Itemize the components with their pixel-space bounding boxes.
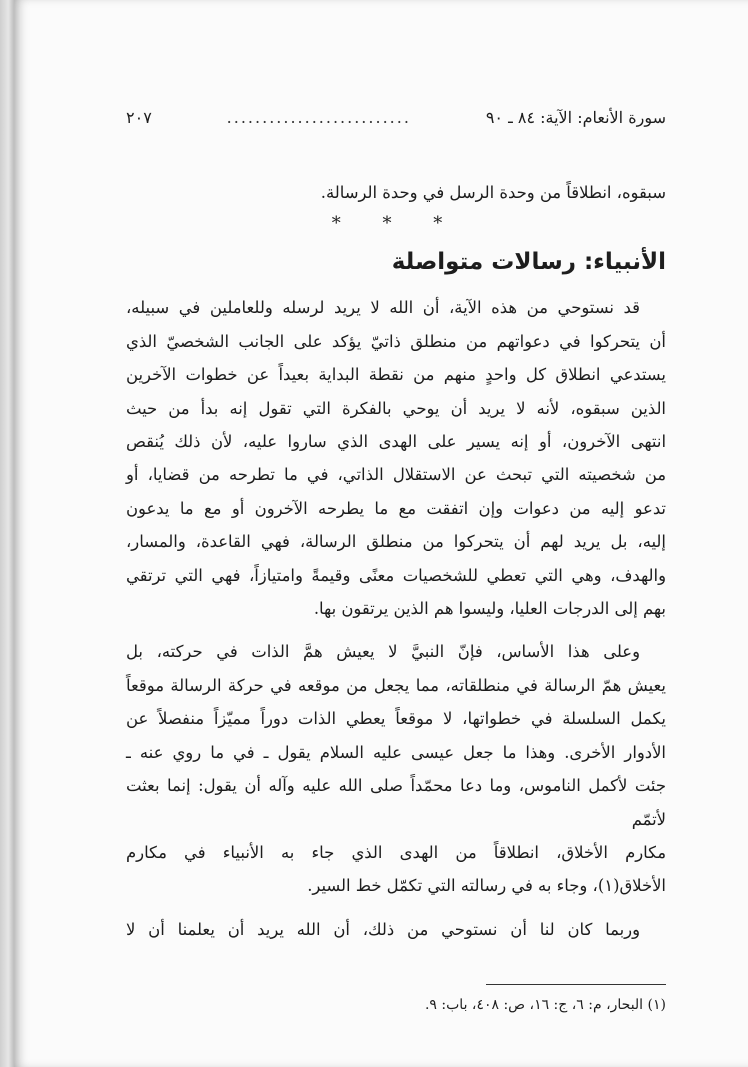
page-number: ٢٠٧ [126, 108, 152, 127]
footnote-rule [486, 984, 666, 985]
paragraph-3 [126, 913, 666, 946]
text-line: يعيش همّ الرسالة في منطلقاته، مما يجعل من موقعه في حركة الرسالة موقعاً [126, 675, 666, 695]
section-separator: * * * [331, 213, 461, 235]
header-title: سورة الأنعام: الآية: ٨٤ ـ ٩٠ [485, 108, 666, 127]
text-line: جئت لأكمل الناموس، وما دعا محمّداً صلى الله عليه وآله أن يقول: إنما بعثت لأتمّم [126, 776, 666, 829]
paragraph-1 [126, 291, 666, 625]
text-line: أن يتحركوا في دعواتهم من منطلق ذاتيّ يؤكد على الجانب الشخصيّ الذي [126, 331, 666, 351]
running-header [126, 108, 666, 138]
intro-line: سبقوه، انطلاقاً من وحدة الرسل في وحدة الرسالة. [320, 183, 666, 202]
text-line: تدعو إليه من دعوات وإن اتفقت مع ما يطرحه الآخرون أو مع ما يدعون [126, 498, 666, 518]
page-edge [0, 0, 14, 1067]
footnote: (١) البحار، م: ٦، ج: ١٦، ص: ٤٠٨، باب: ٩. [424, 997, 666, 1014]
text-line: وعلى هذا الأساس، فإنّ النبيَّ لا يعيش همَّ الذات في حركته، بل [126, 642, 640, 662]
text-line: بهم إلى الدرجات العليا، وليسوا هم الذين يرتقون بها. [313, 599, 666, 619]
text-line: قد نستوحي من هذه الآية، أن الله لا يريد لرسله وللعاملين في سبيله، [126, 298, 640, 318]
paragraph-2 [126, 635, 666, 902]
section-heading: الأنبياء: رسالات متواصلة [391, 249, 666, 276]
page-content [126, 108, 666, 1015]
text-line: والهدف، وهي التي تعطي للشخصيات معنًى وقيمةً وامتيازاً، فهي التي ترتقي [126, 565, 666, 585]
text-line: يستدعي انطلاق كل واحدٍ منهم من نقطة البداية بعيداً عن خطوات الآخرين [126, 365, 666, 385]
header-leader-dots: .......................... [226, 108, 411, 127]
footnote-separator-wrap [126, 984, 666, 985]
text-line: وربما كان لنا أن نستوحي من ذلك، أن الله يريد أن يعلمنا أن لا [126, 919, 640, 939]
text-line: مكارم الأخلاق، انطلاقاً من الهدى الذي جاء به الأنبياء في مكارم [126, 842, 666, 862]
text-line: من شخصيته التي تبحث عن الاستقلال الذاتي، في ما تطرحه من قضايا، أو [126, 465, 666, 485]
book-page [14, 0, 748, 1067]
text-line: الذين سبقوه، لأنه لا يريد أن يوحي بالفكرة التي تقول إنه بدأ من حيث [126, 398, 666, 418]
text-line: يكمل السلسلة في خطواتها، لا موقعاً يعطي الذات دوراً مميّزاً منفصلاً عن [126, 709, 666, 729]
text-line: الأخلاق(١)، وجاء به في رسالته التي تكمّل خط السير. [307, 876, 666, 896]
paragraph-gap [126, 903, 666, 913]
paragraph-gap [126, 625, 666, 635]
text-line: إليه، بل يريد لهم أن يتحركوا من منطلق الرسالة، فهي القاعدة، والمسار، [126, 532, 666, 552]
text-line: الأدوار الأخرى. وهذا ما جعل عيسى عليه السلام يقول ـ في ما روي عنه ـ [126, 742, 666, 762]
text-line: انتهى الآخرون، أو إنه يسير على الهدى الذي ساروا عليه، لأن ذلك يُنقص [126, 432, 666, 452]
